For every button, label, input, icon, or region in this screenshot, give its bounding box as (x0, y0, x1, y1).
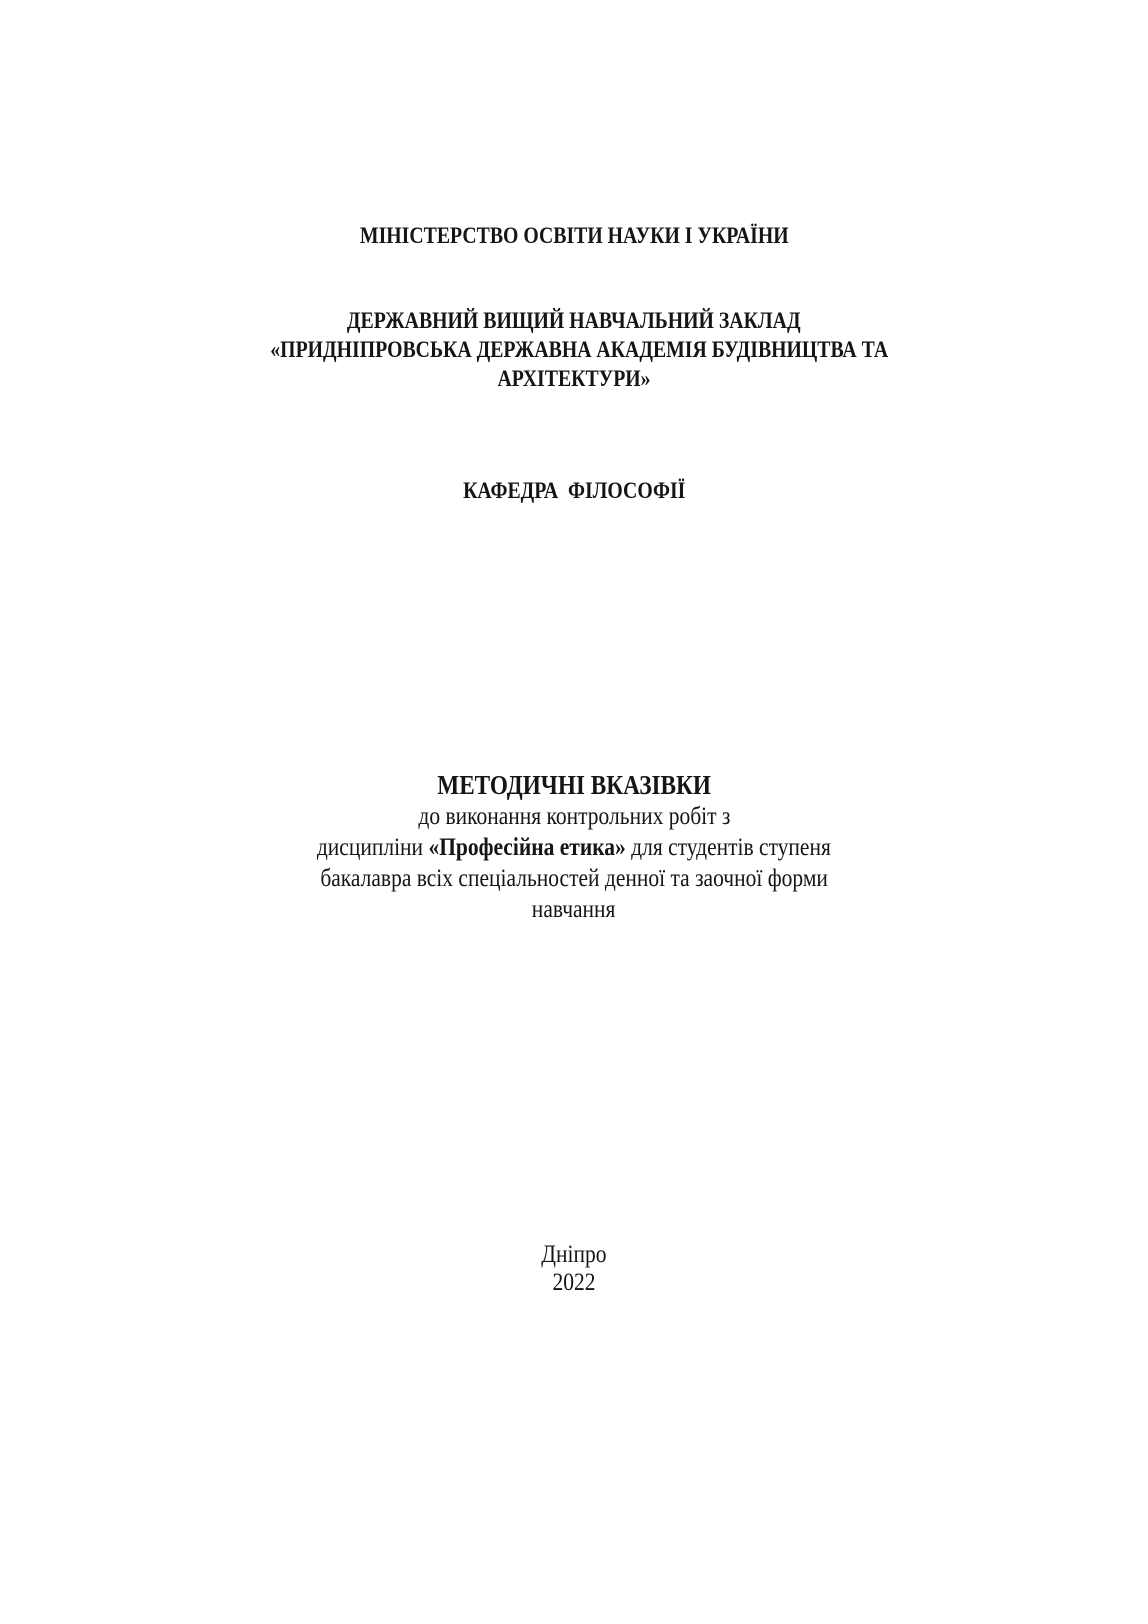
institution-text-1: ДЕРЖАВНИЙ ВИЩИЙ НАВЧАЛЬНИЙ ЗАКЛАД (347, 308, 801, 333)
ministry-heading (0, 223, 1148, 249)
city-text: Дніпро (541, 1241, 607, 1268)
discipline-name: «Професійна етика» (428, 834, 626, 861)
subtitle-text-4: навчання (532, 896, 616, 923)
document-title (0, 770, 1148, 801)
department-text: КАФЕДРА ФІЛОСОФІЇ (462, 478, 686, 503)
ministry-text: МІНІСТЕРСТВО ОСВІТИ НАУКИ І УКРАЇНИ (359, 223, 789, 248)
subtitle-line-1 (0, 803, 1148, 831)
subtitle-suffix: для студентів ступеня (625, 834, 832, 861)
subtitle-line-3 (0, 865, 1148, 893)
institution-line-3 (0, 366, 1148, 392)
institution-line-2 (0, 337, 1148, 363)
institution-line-1 (0, 308, 1148, 334)
subtitle-text-2 (317, 834, 831, 862)
department-heading (0, 478, 1148, 504)
institution-text-2: «ПРИДНІПРОВСЬКА ДЕРЖАВНА АКАДЕМІЯ БУДІВНИЦТВА ТА (270, 337, 888, 362)
city (0, 1241, 1148, 1269)
document-title-text: МЕТОДИЧНІ ВКАЗІВКИ (437, 770, 711, 800)
year-text: 2022 (552, 1269, 596, 1296)
subtitle-prefix: дисципліни (316, 834, 429, 861)
subtitle-text-3: бакалавра всіх спеціальностей денної та заочної форми (320, 865, 828, 892)
subtitle-text-1: до виконання контрольних робіт з (418, 803, 730, 830)
subtitle-line-4 (0, 896, 1148, 924)
year (0, 1269, 1148, 1297)
subtitle-line-2 (0, 834, 1148, 862)
institution-text-3: АРХІТЕКТУРИ» (497, 366, 651, 391)
